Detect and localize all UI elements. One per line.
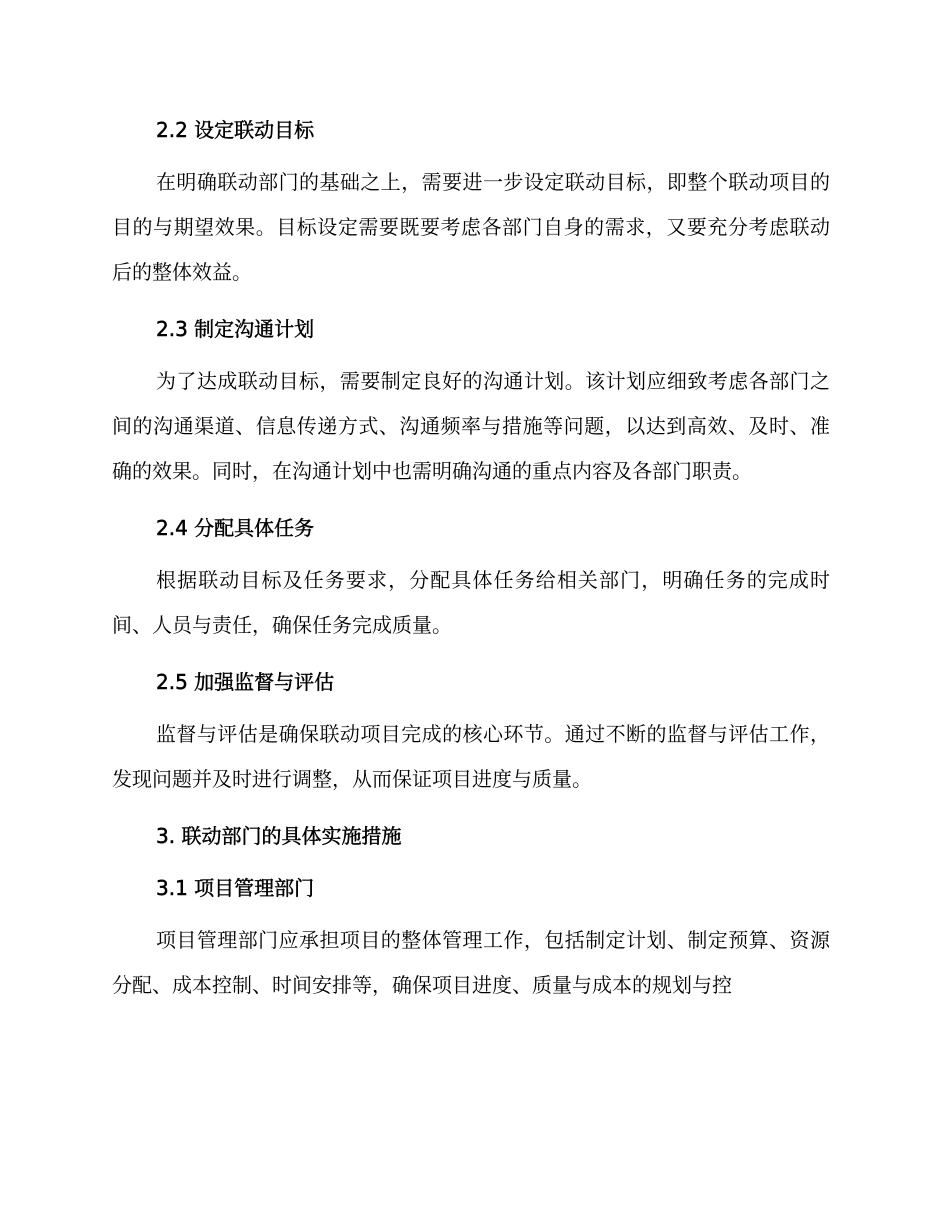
- section-paragraph-2-4: 根据联动目标及任务要求，分配具体任务给相关部门，明确任务的完成时间、人员与责任，确保任务完成质量。: [112, 568, 830, 637]
- section-heading-3-1: 3.1 项目管理部门: [156, 876, 315, 900]
- section-heading-2-4: 2.4 分配具体任务: [156, 516, 315, 540]
- section-heading-2-3: 2.3 制定沟通计划: [156, 317, 315, 341]
- document-body: [112, 112, 830, 1008]
- section-paragraph-2-5: 监督与评估是确保联动项目完成的核心环节。通过不断的监督与评估工作，发现问题并及时进行调整，从而保证项目进度与质量。: [112, 722, 830, 791]
- section-heading-2-5: 2.5 加强监督与评估: [156, 670, 335, 694]
- section-paragraph-3-1: 项目管理部门应承担项目的整体管理工作，包括制定计划、制定预算、资源分配、成本控制、时间安排等，确保项目进度、质量与成本的规划与控: [112, 928, 830, 997]
- section-heading-3: 3. 联动部门的具体实施措施: [156, 824, 402, 848]
- section-paragraph-2-3: 为了达成联动目标，需要制定良好的沟通计划。该计划应细致考虑各部门之间的沟通渠道、信息传递方式、沟通频率与措施等问题，以达到高效、及时、准确的效果。同时，在沟通计划中也需明确沟通的重点内容及各部门职责。: [112, 369, 830, 483]
- section-paragraph-2-2: 在明确联动部门的基础之上，需要进一步设定联动目标，即整个联动项目的目的与期望效果。目标设定需要既要考虑各部门自身的需求，又要充分考虑联动后的整体效益。: [112, 170, 830, 284]
- section-heading-2-2: 2.2 设定联动目标: [156, 118, 315, 142]
